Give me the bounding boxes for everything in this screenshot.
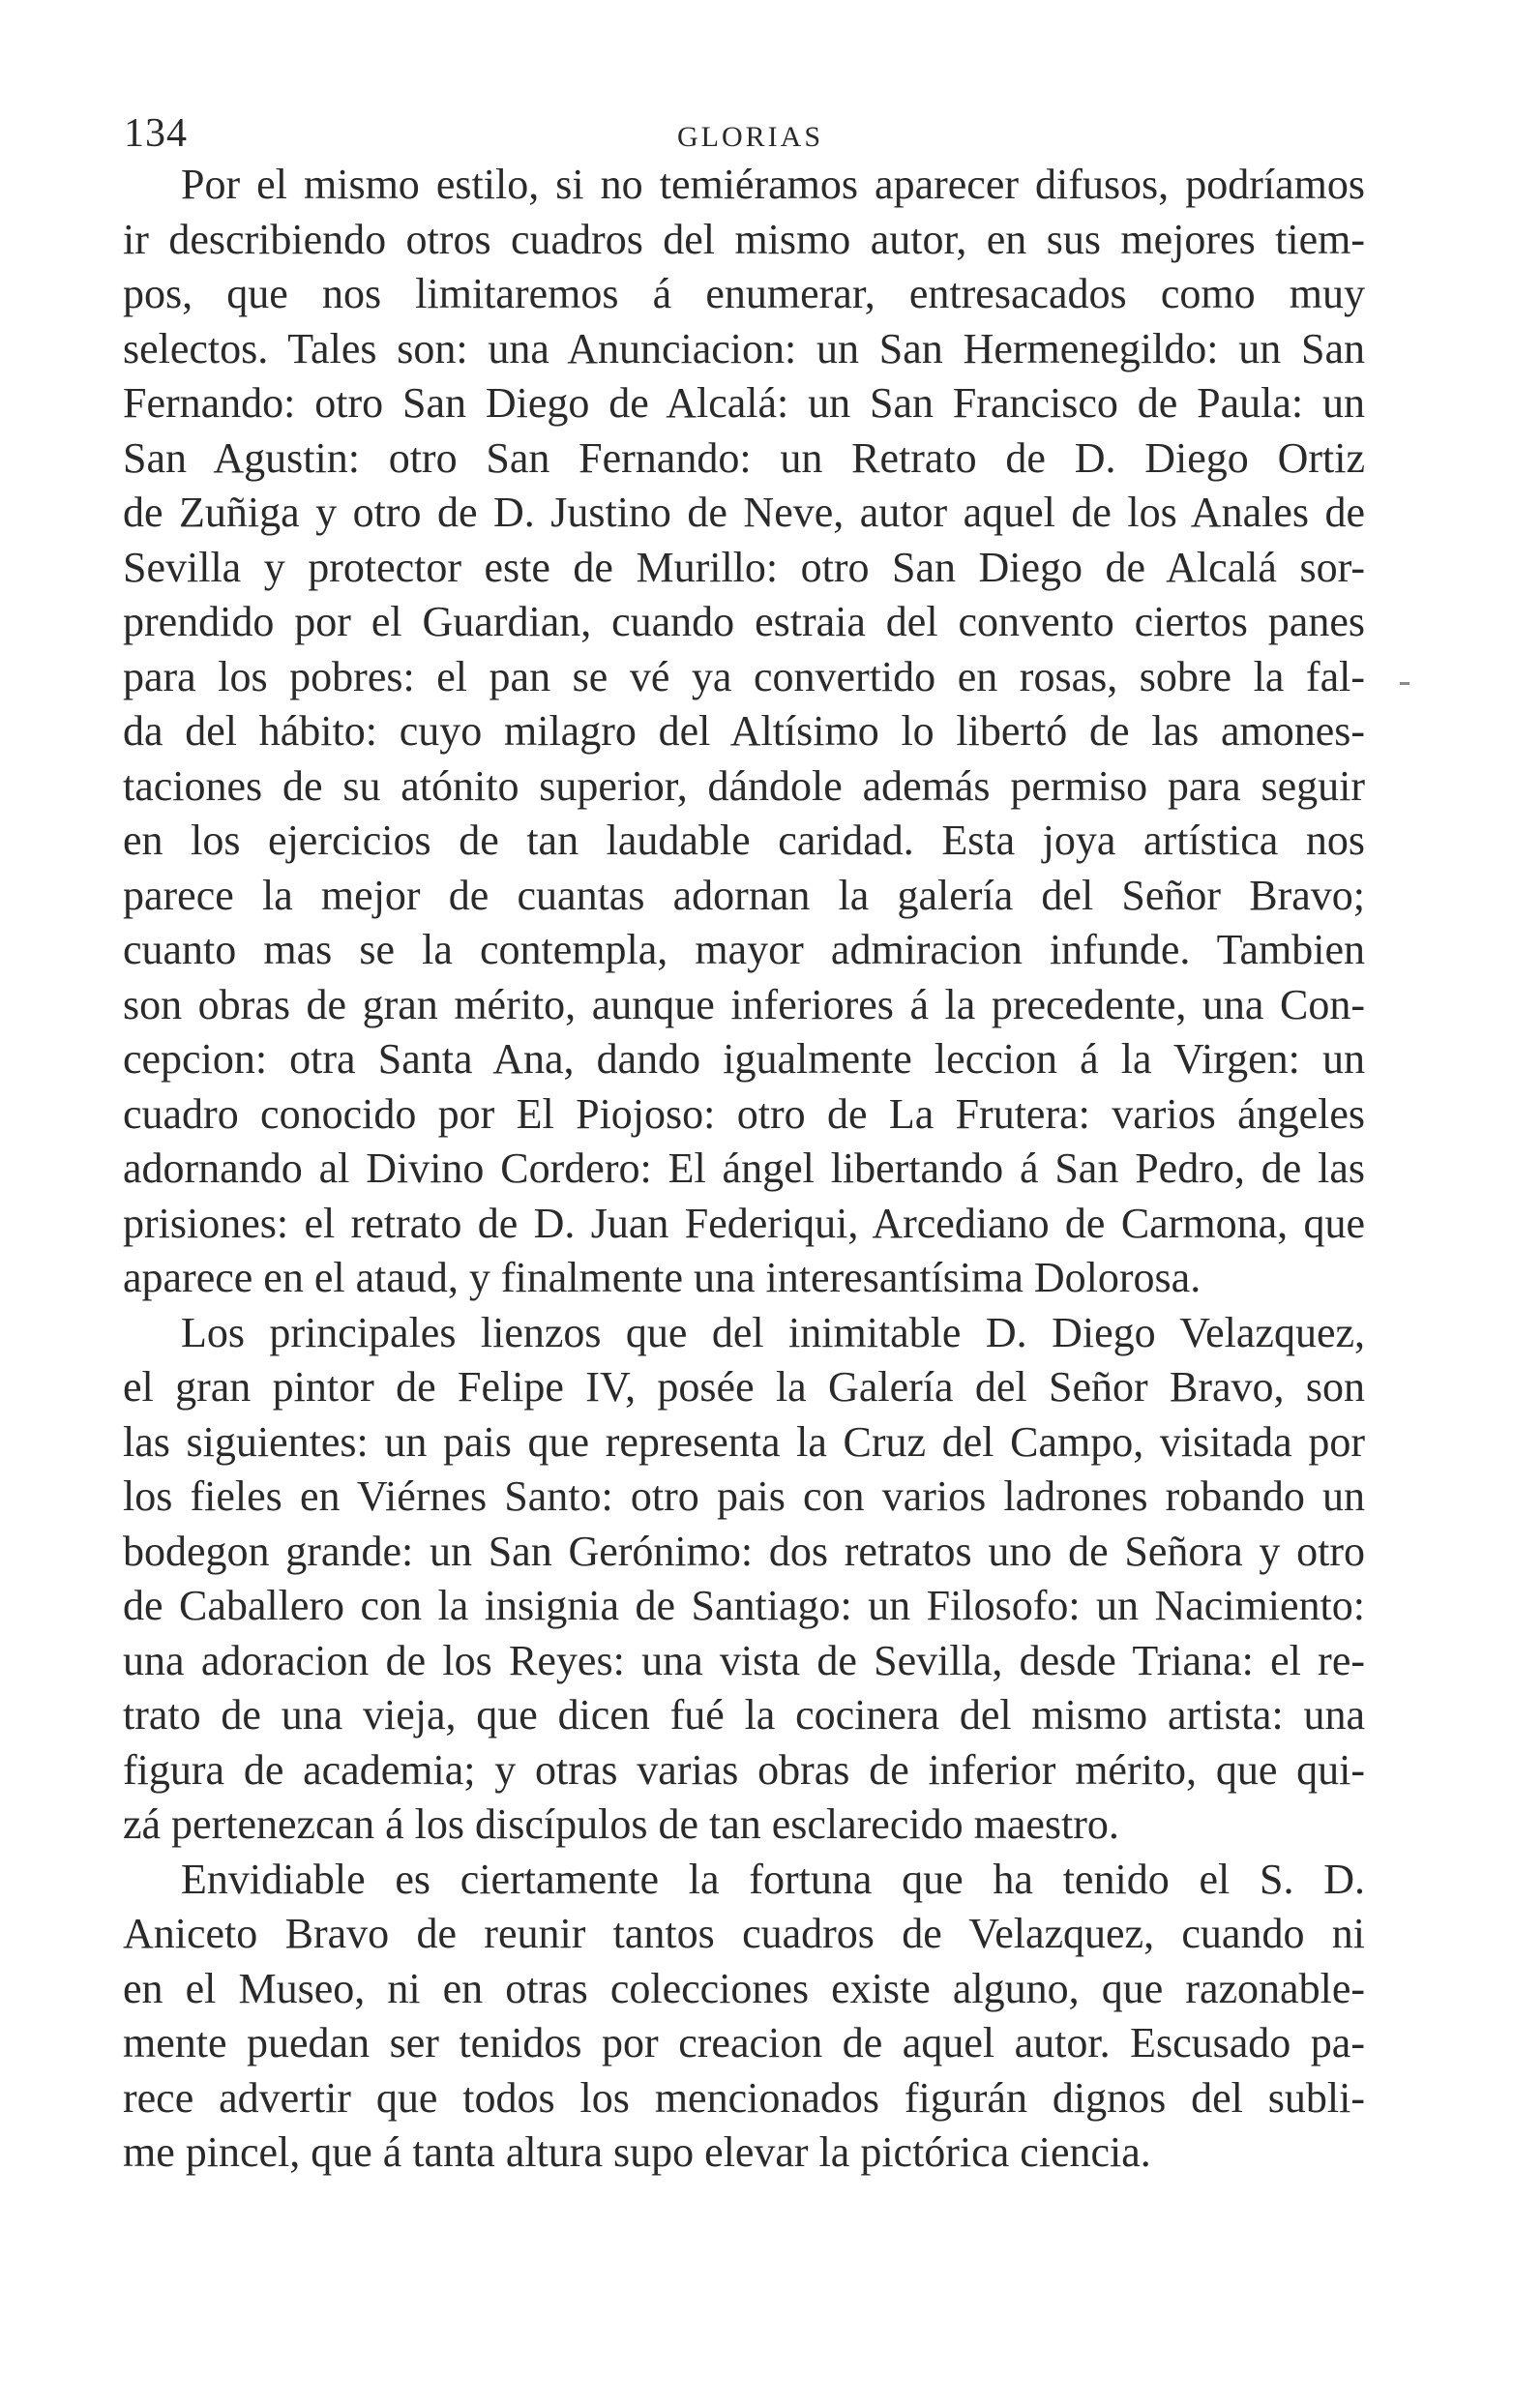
page-number: 134 — [124, 111, 188, 156]
body-text — [123, 158, 1365, 2181]
text-line: cepcion: otra Santa Ana, dando igualmente leccion á la Virgen: un — [123, 1035, 1365, 1083]
text-line: cuadro conocido por El Piojoso: otro de La Frutera: varios ángeles — [123, 1089, 1365, 1138]
text-line: cuanto mas se la contempla, mayor admiracion infunde. Tambien — [123, 926, 1365, 973]
text-line: Por el mismo estilo, si no temiéramos aparecer difusos, podríamos — [181, 161, 1365, 208]
text-line: zá pertenezcan á los discípulos de tan esclarecido maestro. — [123, 1800, 1119, 1848]
text-line: en el Museo, ni en otras colecciones existe alguno, que razonable- — [123, 1964, 1365, 2012]
text-line: parece la mejor de cuantas adornan la galería del Señor Bravo; — [123, 871, 1365, 919]
running-title: GLORIAS — [677, 121, 824, 153]
text-line: adornando al Divino Cordero: El ángel libertando á San Pedro, de las — [123, 1145, 1365, 1192]
text-line: mente puedan ser tenidos por creacion de aquel autor. Escusado pa- — [123, 2019, 1365, 2066]
ink-speck — [1400, 682, 1409, 685]
text-line: me pincel, que á tanta altura supo elevar la pictórica ciencia. — [123, 2128, 1151, 2176]
text-line: son obras de gran mérito, aunque inferiores á la precedente, una Con- — [123, 980, 1365, 1028]
text-line: da del hábito: cuyo milagro del Altísimo lo libertó de las amones- — [123, 707, 1365, 755]
text-line: pos, que nos limitaremos á enumerar, entresacados como muy — [123, 270, 1365, 317]
text-line: bodegon grande: un San Gerónimo: dos retratos uno de Señora y otro — [123, 1527, 1365, 1575]
text-line: trato de una vieja, que dicen fué la cocinera del mismo artista: una — [123, 1691, 1365, 1739]
text-line: en los ejercicios de tan laudable caridad. Esta joya artística nos — [123, 817, 1365, 864]
text-line: taciones de su atónito superior, dándole además permiso para seguir — [123, 761, 1365, 810]
text-line: para los pobres: el pan se vé ya convertido en rosas, sobre la fal- — [123, 652, 1365, 700]
text-line: el gran pintor de Felipe IV, posée la Galería del Señor Bravo, son — [123, 1363, 1365, 1411]
text-line: una adoracion de los Reyes: una vista de Sevilla, desde Triana: el re- — [123, 1636, 1365, 1684]
text-line: aparece en el ataud, y finalmente una interesantísima Dolorosa. — [123, 1254, 1202, 1301]
text-line: de Zuñiga y otro de D. Justino de Neve, autor aquel de los Anales de — [123, 489, 1365, 536]
text-line: San Agustin: otro San Fernando: un Retrato de D. Diego Ortiz — [123, 433, 1365, 482]
text-line: Fernando: otro San Diego de Alcalá: un San Francisco de Paula: un — [123, 379, 1365, 427]
text-line: prisiones: el retrato de D. Juan Federiqui, Arcediano de Carmona, que — [123, 1199, 1365, 1247]
text-line: Aniceto Bravo de reunir tantos cuadros de Velazquez, cuando ni — [123, 1910, 1365, 1957]
text-line: Sevilla y protector este de Murillo: otro San Diego de Alcalá sor- — [123, 543, 1365, 591]
text-line: ir describiendo otros cuadros del mismo autor, en sus mejores tiem- — [123, 215, 1365, 263]
text-line: prendido por el Guardian, cuando estraia del convento ciertos panes — [123, 598, 1365, 645]
text-line: rece advertir que todos los mencionados figurán dignos del subli- — [123, 2073, 1365, 2122]
text-line: los fieles en Viérnes Santo: otro pais con varios ladrones robando un — [123, 1472, 1365, 1520]
text-line: Envidiable es ciertamente la fortuna que ha tenido el S. D. — [181, 1855, 1365, 1903]
text-line: Los principales lienzos que del inimitable D. Diego Velazquez, — [181, 1308, 1365, 1356]
text-line: las siguientes: un pais que representa la Cruz del Campo, visitada por — [123, 1417, 1365, 1466]
text-line: figura de academia; y otras varias obras de inferior mérito, que qui- — [123, 1745, 1365, 1794]
text-line: de Caballero con la insignia de Santiago: un Filosofo: un Nacimiento: — [123, 1582, 1365, 1629]
text-line: selectos. Tales son: una Anunciacion: un San Hermenegildo: un San — [123, 324, 1365, 372]
